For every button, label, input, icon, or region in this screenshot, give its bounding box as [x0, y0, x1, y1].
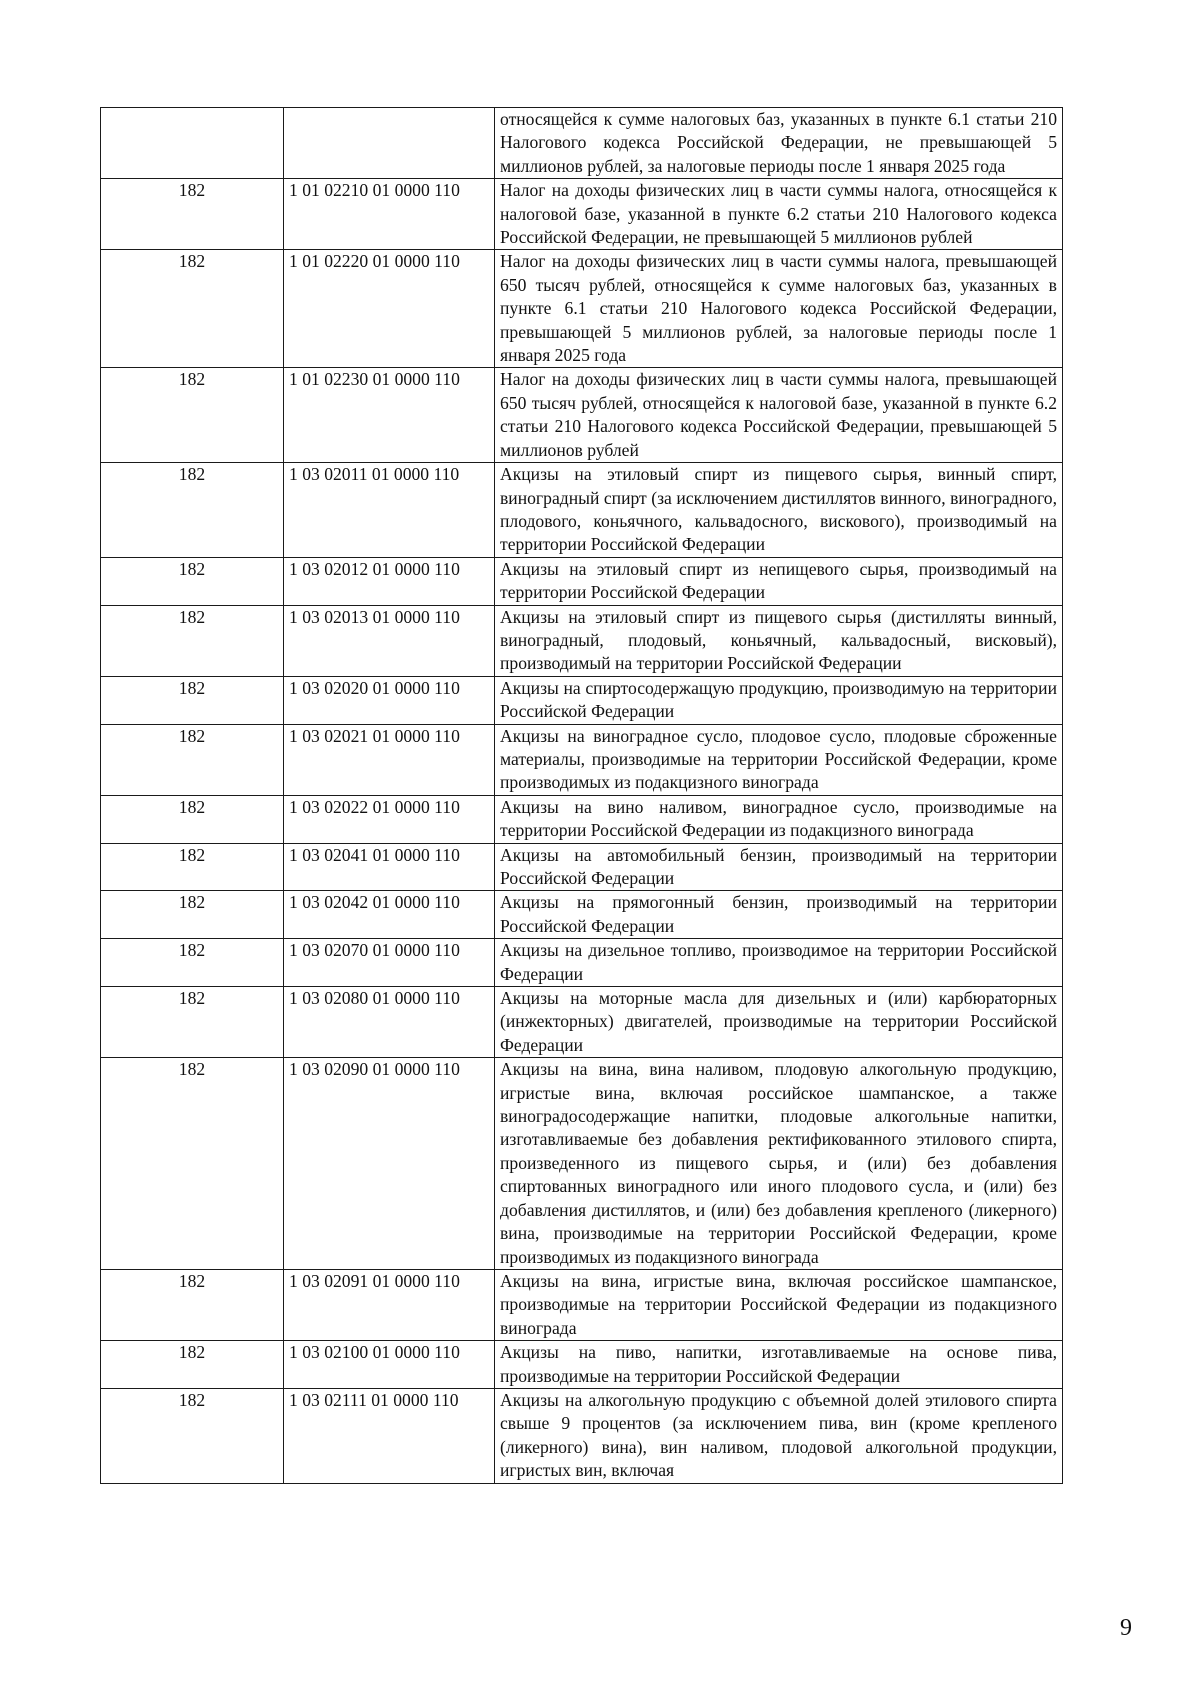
income-description-cell: Налог на доходы физических лиц в части суммы налога, превышающей 650 тысяч рублей, относящейся к сумме налоговых баз, указанных в пункте 6.1 статьи 210 Налогового кодекса Российской Федерации, превышающей 5 миллионов рублей, за налоговые периоды после 1 января 2025 года	[495, 250, 1063, 368]
admin-code-cell: 182	[101, 795, 284, 843]
admin-code-cell: 182	[101, 724, 284, 795]
table-row	[101, 1341, 1063, 1389]
table-row	[101, 987, 1063, 1058]
income-description-cell: относящейся к сумме налоговых баз, указанных в пункте 6.1 статьи 210 Налогового кодекса Российской Федерации, не превышающей 5 миллионов рублей, за налоговые периоды после 1 января 2025 года	[495, 108, 1063, 179]
page-number: 9	[1120, 1615, 1132, 1641]
income-description-cell: Акцизы на этиловый спирт из непищевого сырья, производимый на территории Российской Федерации	[495, 557, 1063, 605]
kbk-code-cell: 1 03 02100 01 0000 110	[284, 1341, 495, 1389]
income-description-cell: Налог на доходы физических лиц в части суммы налога, относящейся к налоговой базе, указанной в пункте 6.2 статьи 210 Налогового кодекса Российской Федерации, не превышающей 5 миллионов рублей	[495, 179, 1063, 250]
income-description-cell: Акцизы на этиловый спирт из пищевого сырья, винный спирт, виноградный спирт (за исключением дистиллятов винного, виноградного, плодового, коньячного, кальвадосного, вискового), производимый на территории Российской Федерации	[495, 463, 1063, 558]
kbk-code-cell: 1 03 02070 01 0000 110	[284, 939, 495, 987]
admin-code-cell: 182	[101, 1388, 284, 1483]
kbk-code-cell: 1 03 02042 01 0000 110	[284, 891, 495, 939]
table-row	[101, 1058, 1063, 1270]
income-description-cell: Акцизы на моторные масла для дизельных и (или) карбюраторных (инжекторных) двигателей, производимые на территории Российской Федерации	[495, 987, 1063, 1058]
income-description-cell: Акцизы на виноградное сусло, плодовое сусло, плодовые сброженные материалы, производимые на территории Российской Федерации, кроме производимых из подакцизного винограда	[495, 724, 1063, 795]
income-description-cell: Акцизы на автомобильный бензин, производимый на территории Российской Федерации	[495, 843, 1063, 891]
admin-code-cell: 182	[101, 179, 284, 250]
kbk-code-cell: 1 03 02041 01 0000 110	[284, 843, 495, 891]
kbk-code-cell: 1 03 02012 01 0000 110	[284, 557, 495, 605]
table-row	[101, 368, 1063, 463]
kbk-code-cell: 1 03 02022 01 0000 110	[284, 795, 495, 843]
admin-code-cell: 182	[101, 1341, 284, 1389]
table-row	[101, 463, 1063, 558]
income-description-cell: Налог на доходы физических лиц в части суммы налога, превышающей 650 тысяч рублей, относящейся к налоговой базе, указанной в пункте 6.2 статьи 210 Налогового кодекса Российской Федерации, превышающей 5 миллионов рублей	[495, 368, 1063, 463]
kbk-code-cell: 1 03 02021 01 0000 110	[284, 724, 495, 795]
table-row	[101, 676, 1063, 724]
table-row	[101, 939, 1063, 987]
admin-code-cell: 182	[101, 843, 284, 891]
income-description-cell: Акцизы на дизельное топливо, производимое на территории Российской Федерации	[495, 939, 1063, 987]
kbk-code-cell: 1 03 02111 01 0000 110	[284, 1388, 495, 1483]
table-row	[101, 108, 1063, 179]
kbk-code-cell: 1 03 02080 01 0000 110	[284, 987, 495, 1058]
admin-code-cell: 182	[101, 676, 284, 724]
kbk-code-cell: 1 01 02210 01 0000 110	[284, 179, 495, 250]
admin-code-cell: 182	[101, 987, 284, 1058]
admin-code-cell	[101, 108, 284, 179]
admin-code-cell: 182	[101, 463, 284, 558]
admin-code-cell: 182	[101, 891, 284, 939]
table-row	[101, 250, 1063, 368]
kbk-code-cell: 1 03 02090 01 0000 110	[284, 1058, 495, 1270]
admin-code-cell: 182	[101, 250, 284, 368]
admin-code-cell: 182	[101, 605, 284, 676]
admin-code-cell: 182	[101, 939, 284, 987]
income-description-cell: Акцизы на вина, вина наливом, плодовую алкогольную продукцию, игристые вина, включая российское шампанское, а также виноградосодержащие напитки, плодовые алкогольные напитки, изготавливаемые без добавления ректификованного этилового спирта, произведенного из пищевого сырья, и (или) без добавления спиртованных виноградного или иного плодового сусла, и (или) без добавления дистиллятов, и (или) без добавления крепленого (ликерного) вина, производимые на территории Российской Федерации, кроме производимых из подакцизного винограда	[495, 1058, 1063, 1270]
table-row	[101, 891, 1063, 939]
income-description-cell: Акцизы на алкогольную продукцию с объемной долей этилового спирта свыше 9 процентов (за исключением пива, вин (кроме крепленого (ликерного) вина), вин наливом, плодовой алкогольной продукции, игристых вин, включая	[495, 1388, 1063, 1483]
kbk-code-cell: 1 03 02013 01 0000 110	[284, 605, 495, 676]
admin-code-cell: 182	[101, 557, 284, 605]
income-description-cell: Акцизы на этиловый спирт из пищевого сырья (дистилляты винный, виноградный, плодовый, коньячный, кальвадосный, висковый), производимый на территории Российской Федерации	[495, 605, 1063, 676]
table-row	[101, 795, 1063, 843]
admin-code-cell: 182	[101, 1269, 284, 1340]
kbk-code-cell	[284, 108, 495, 179]
admin-code-cell: 182	[101, 1058, 284, 1270]
income-description-cell: Акцизы на пиво, напитки, изготавливаемые на основе пива, производимые на территории Российской Федерации	[495, 1341, 1063, 1389]
kbk-code-cell: 1 01 02220 01 0000 110	[284, 250, 495, 368]
kbk-code-cell: 1 03 02020 01 0000 110	[284, 676, 495, 724]
table-row	[101, 843, 1063, 891]
income-description-cell: Акцизы на вино наливом, виноградное сусло, производимые на территории Российской Федерации из подакцизного винограда	[495, 795, 1063, 843]
table-row	[101, 179, 1063, 250]
table-body	[101, 108, 1063, 1484]
table-row	[101, 1269, 1063, 1340]
table-row	[101, 1388, 1063, 1483]
income-description-cell: Акцизы на вина, игристые вина, включая российское шампанское, производимые на территории Российской Федерации из подакцизного винограда	[495, 1269, 1063, 1340]
kbk-code-cell: 1 03 02011 01 0000 110	[284, 463, 495, 558]
table-row	[101, 724, 1063, 795]
kbk-code-cell: 1 01 02230 01 0000 110	[284, 368, 495, 463]
admin-code-cell: 182	[101, 368, 284, 463]
table-row	[101, 605, 1063, 676]
income-description-cell: Акцизы на спиртосодержащую продукцию, производимую на территории Российской Федерации	[495, 676, 1063, 724]
kbk-code-cell: 1 03 02091 01 0000 110	[284, 1269, 495, 1340]
income-description-cell: Акцизы на прямогонный бензин, производимый на территории Российской Федерации	[495, 891, 1063, 939]
table-row	[101, 557, 1063, 605]
budget-classification-table	[100, 107, 1063, 1484]
